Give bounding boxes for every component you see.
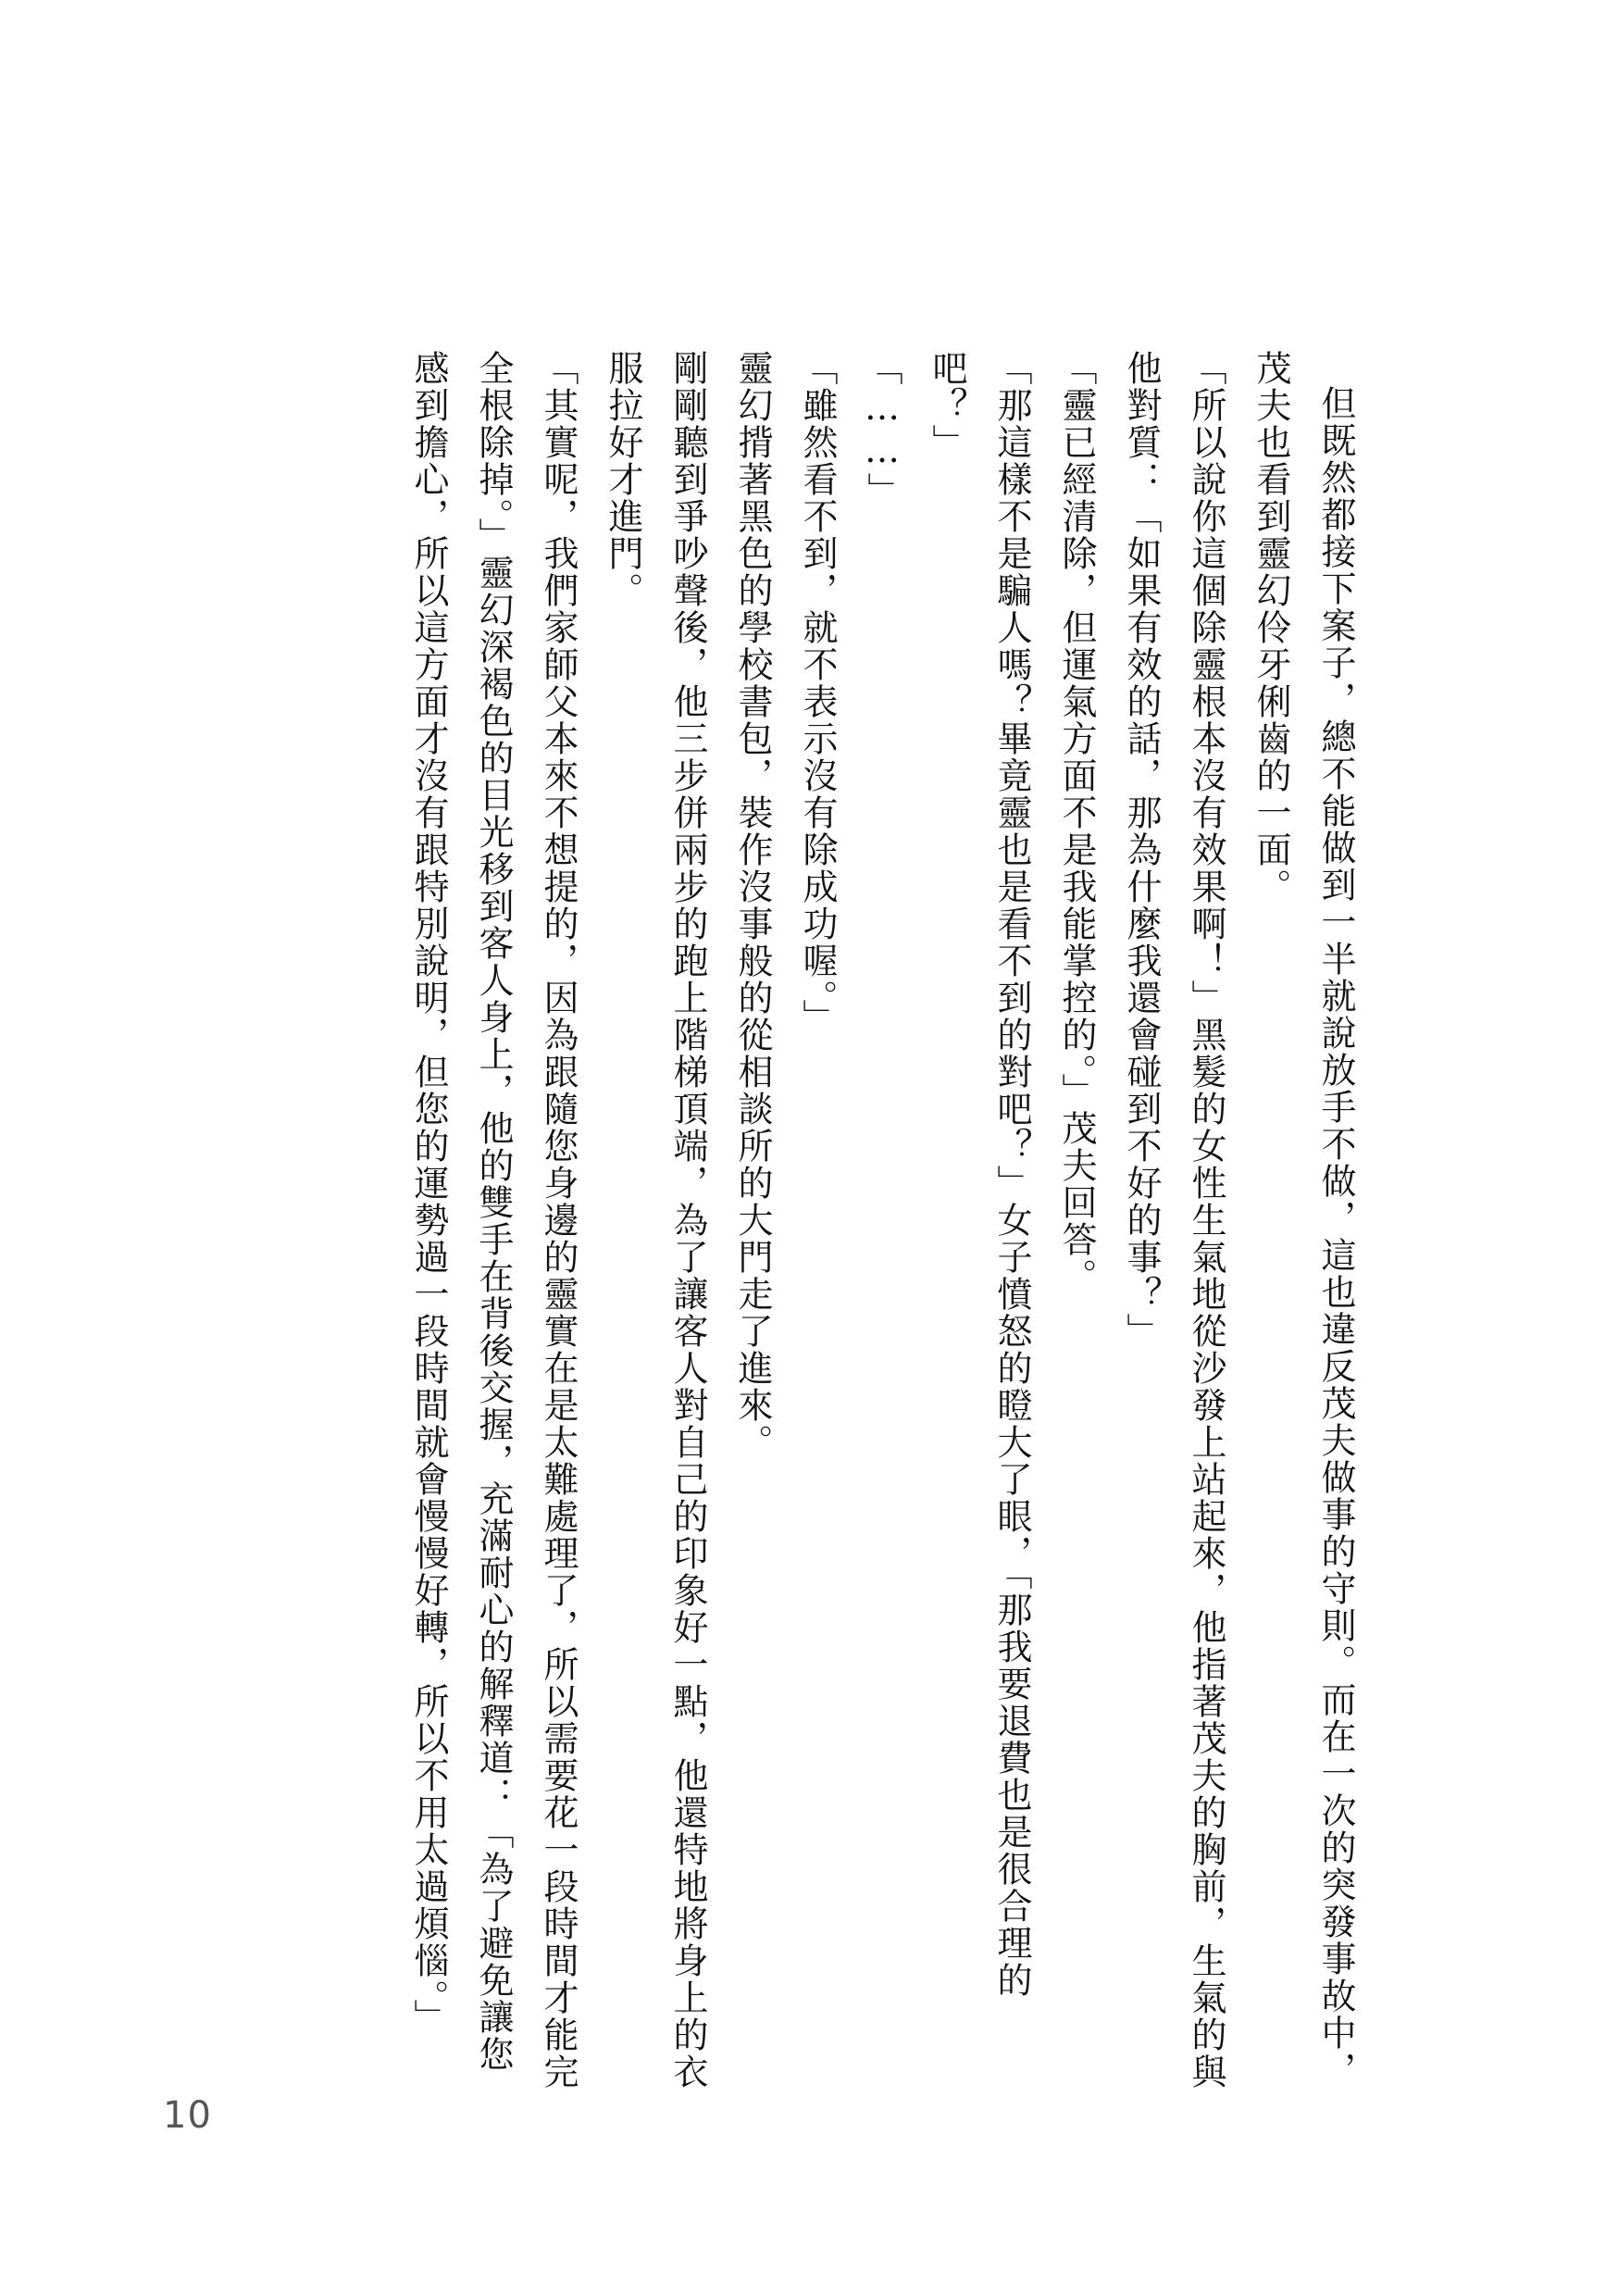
paragraph-2: 「所以說你這個除靈根本沒有效果啊！」黑髮的女性生氣地從沙發上站起來，他指著茂夫的胸前，生氣的與他對質：「如果有效的話，那為什麼我還會碰到不好的事？」 [1121,350,1226,2090]
paragraph-4: 「那這樣不是騙人嗎？畢竟靈也是看不到的對吧？」女子憤怒的瞪大了眼，「那我要退費也是很合理的吧？」 [927,350,1032,1999]
paragraph-1: 但既然都接下案子，總不能做到一半就說放手不做，這也違反茂夫做事的守則。而在一次的突發事故中，茂夫也看到靈幻伶牙俐齒的一面。 [1251,350,1356,2089]
paragraph-9: 「其實呢，我們家師父本來不想提的，因為跟隨您身邊的靈實在是太難處理了，所以需要花一段時間才能完全根除掉。」靈幻深褐色的目光移到客人身上，他的雙手在背後交握，充滿耐心的解釋道：「為了避免讓您感到擔心，所以這方面才沒有跟特別說明，但您的運勢過一段時間就會慢慢好轉，所以不用太過煩惱。」 [408,350,579,2090]
paragraph-3: 「靈已經清除，但運氣方面不是我能掌控的。」茂夫回答。 [1056,350,1097,1295]
paragraph-7: 靈幻揹著黑色的學校書包，裝作沒事般的從相談所的大門走了進來。 [732,350,773,1461]
paragraph-6: 「雖然看不到，就不表示沒有除成功喔。」 [797,350,838,1036]
body-text [211,350,1368,2090]
page-number: 10 [163,2094,212,2137]
paragraph-5: 「……」 [862,350,902,509]
paragraph-8: 剛剛聽到爭吵聲後，他三步併兩步的跑上階梯頂端，為了讓客人對自己的印象好一點，他還特地將身上的衣服拉好才進門。 [603,350,708,2090]
